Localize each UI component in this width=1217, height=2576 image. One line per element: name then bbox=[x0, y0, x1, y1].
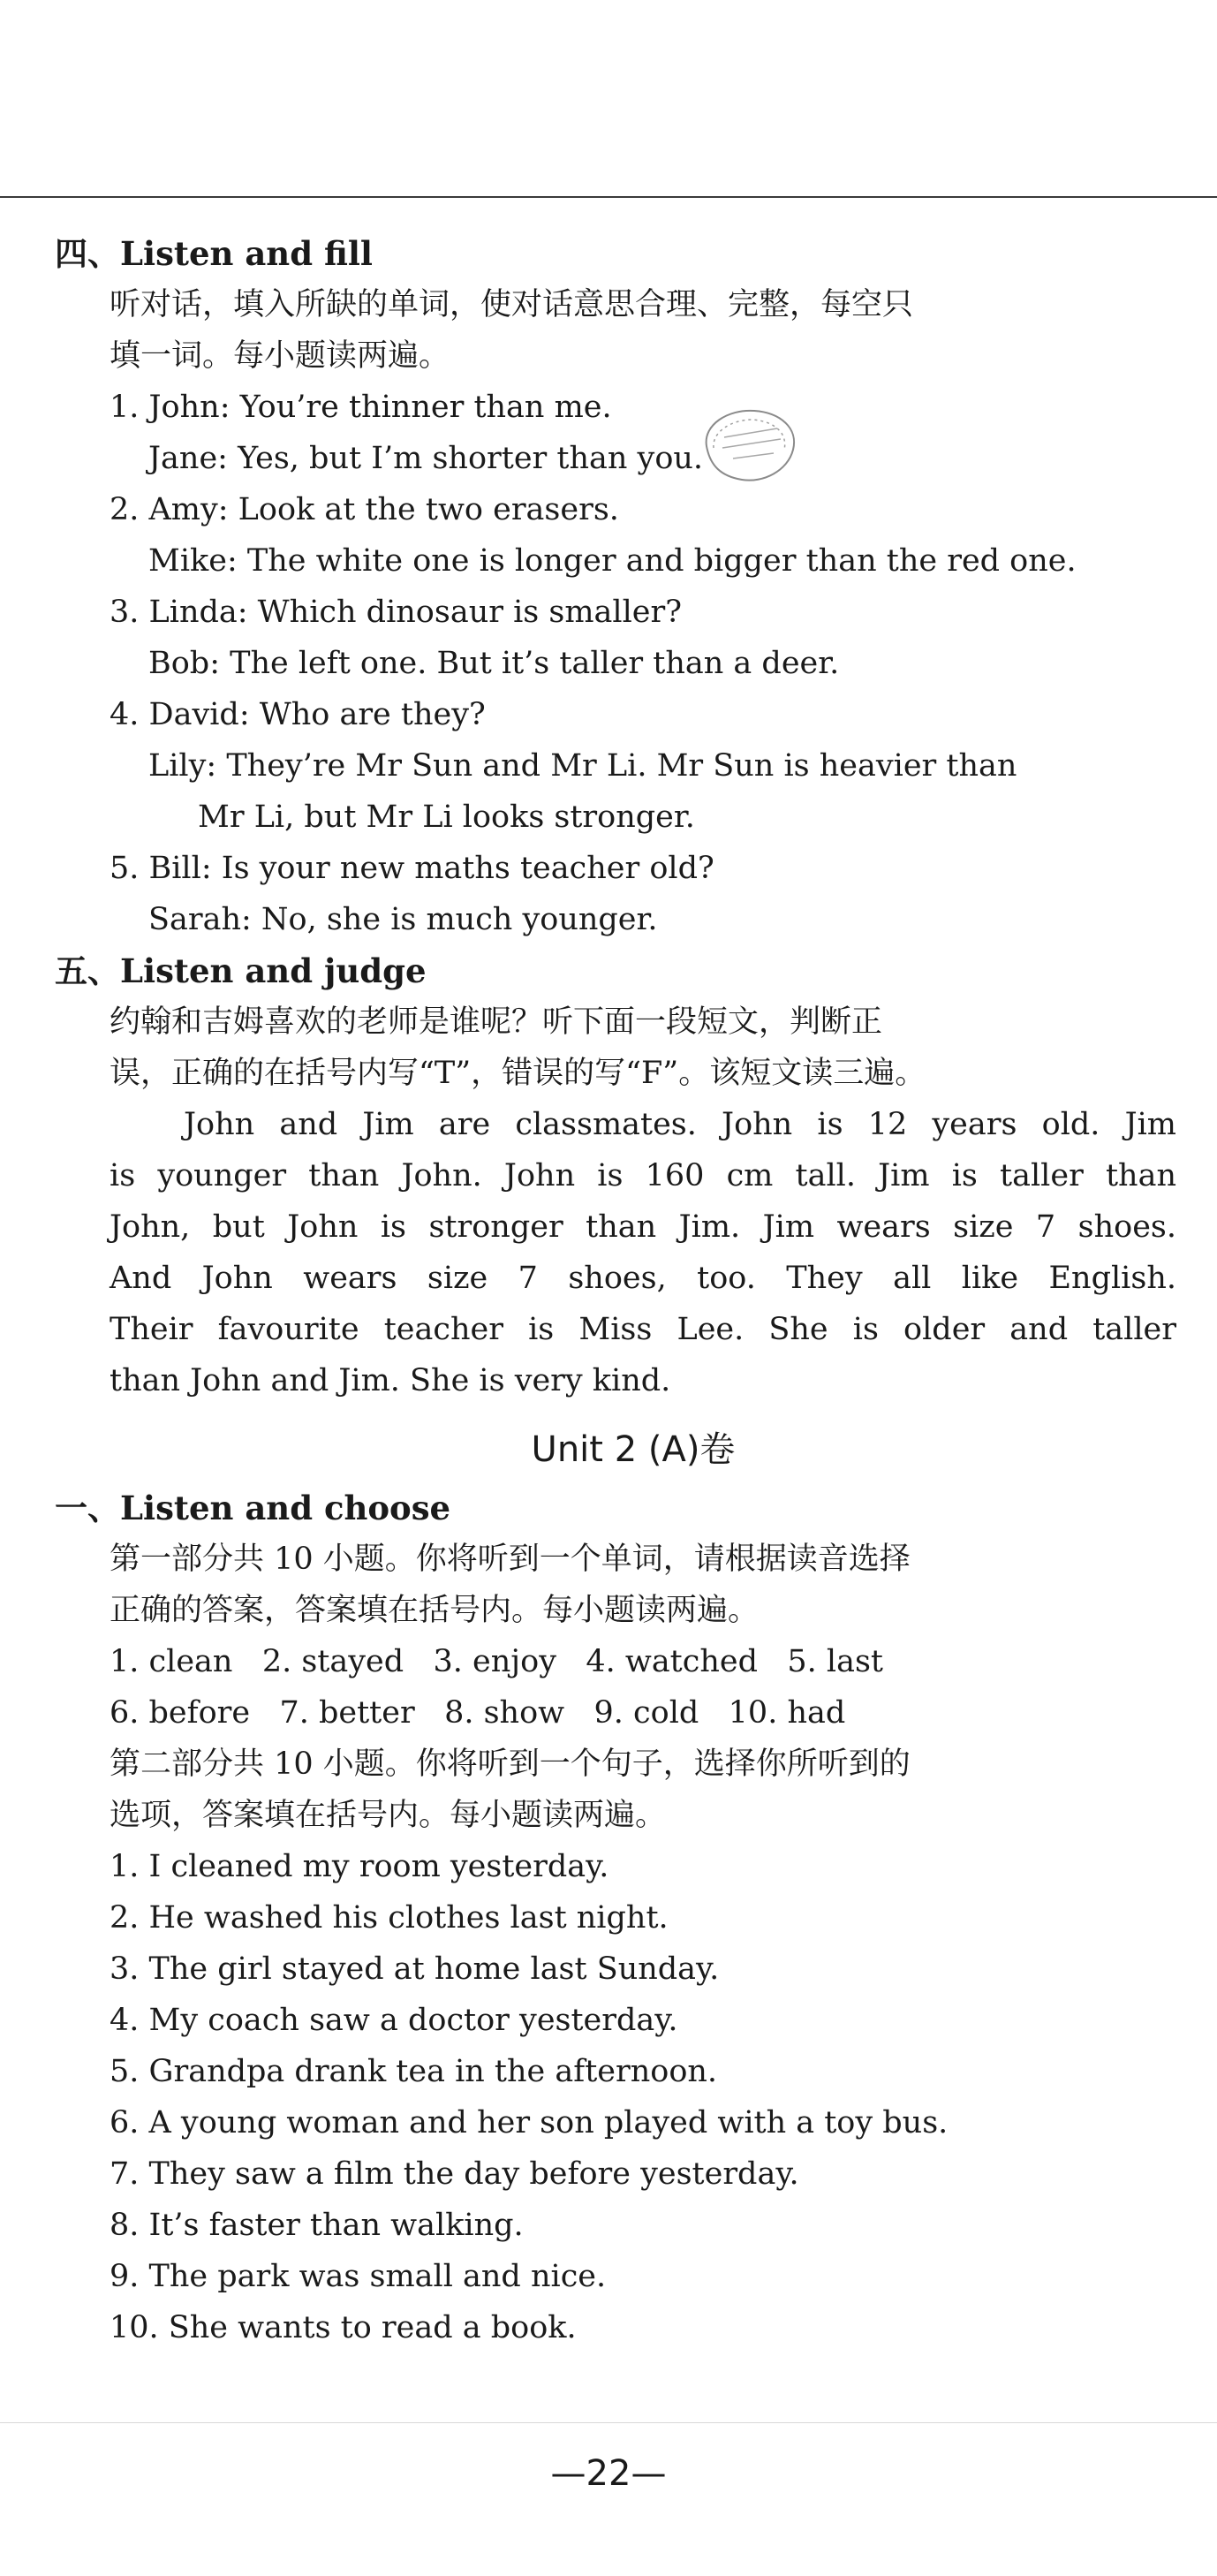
page-number: —22— bbox=[550, 2453, 667, 2494]
sentence-item: 1. I cleaned my room yesterday. bbox=[110, 1849, 609, 1884]
dialogue-2-line-1: 2. Amy: Look at the two erasers. bbox=[110, 492, 619, 527]
sentence-item: 9. The park was small and nice. bbox=[110, 2259, 607, 2294]
part-1-instruction-2: 正确的答案，答案填在括号内。每小题读两遍。 bbox=[110, 1593, 760, 1628]
sentence-item: 8. It’s faster than walking. bbox=[110, 2208, 524, 2243]
dialogue-1-line-1: 1. John: You’re thinner than me. bbox=[110, 390, 612, 425]
passage-line: Their favourite teacher is Miss Lee. She is older and taller bbox=[110, 1312, 1176, 1347]
unit-title: Unit 2 (A)卷 bbox=[531, 1429, 736, 1470]
sentence-item: 5. Grandpa drank tea in the afternoon. bbox=[110, 2054, 718, 2089]
section-5-instruction-1: 约翰和吉姆喜欢的老师是谁呢？听下面一段短文，判断正 bbox=[110, 1004, 883, 1040]
section-5-heading: 五、Listen and judge bbox=[55, 951, 427, 990]
passage-line: than John and Jim. She is very kind. bbox=[110, 1363, 671, 1398]
dialogue-4-line-3: Mr Li, but Mr Li looks stronger. bbox=[198, 799, 695, 835]
sentence-item: 4. My coach saw a doctor yesterday. bbox=[110, 2003, 678, 2038]
sentence-item: 2. He washed his clothes last night. bbox=[110, 1900, 669, 1936]
stamp-watermark-icon bbox=[698, 402, 804, 487]
sentence-item: 7. They saw a film the day before yesterday. bbox=[110, 2156, 799, 2192]
answer-key-page bbox=[55, 228, 1176, 2353]
dialogue-2-line-2: Mike: The white one is longer and bigger than the red one. bbox=[148, 543, 1077, 579]
dialogue-5-line-2: Sarah: No, she is much younger. bbox=[148, 902, 658, 937]
word-list-row-2: 6. before 7. better 8. show 9. cold 10. had bbox=[110, 1695, 846, 1731]
passage-line: And John wears size 7 shoes, too. They all like English. bbox=[110, 1261, 1176, 1296]
part-2-instruction-2: 选项，答案填在括号内。每小题读两遍。 bbox=[110, 1798, 667, 1833]
word-list-row-1: 1. clean 2. stayed 3. enjoy 4. watched 5. last bbox=[110, 1644, 883, 1679]
dialogue-5-line-1: 5. Bill: Is your new maths teacher old? bbox=[110, 851, 714, 886]
section-4-instruction-1: 听对话，填入所缺的单词，使对话意思合理、完整，每空只 bbox=[110, 287, 914, 322]
section-5-instruction-2: 误，正确的在括号内写“T”，错误的写“F”。该短文读三遍。 bbox=[110, 1056, 926, 1091]
footer-rule bbox=[0, 2422, 1217, 2423]
passage-line: John and Jim are classmates. John is 12 years old. Jim bbox=[184, 1107, 1176, 1142]
part-1-instruction-1: 第一部分共 10 小题。你将听到一个单词，请根据读音选择 bbox=[110, 1542, 911, 1577]
sentence-item: 6. A young woman and her son played with a toy bus. bbox=[110, 2105, 949, 2140]
passage-line: John, but John is stronger than Jim. Jim wears size 7 shoes. bbox=[110, 1209, 1176, 1245]
dialogue-4-line-2: Lily: They’re Mr Sun and Mr Li. Mr Sun is heavier than bbox=[148, 748, 1017, 784]
part-2-instruction-1: 第二部分共 10 小题。你将听到一个句子，选择你所听到的 bbox=[110, 1746, 911, 1782]
section-4-instruction-2: 填一词。每小题读两遍。 bbox=[110, 338, 450, 374]
section-1-heading: 一、Listen and choose bbox=[55, 1489, 451, 1527]
dialogue-3-line-2: Bob: The left one. But it’s taller than a deer. bbox=[148, 646, 840, 681]
header-rule bbox=[0, 196, 1217, 198]
dialogue-1-line-2: Jane: Yes, but I’m shorter than you. bbox=[148, 441, 704, 476]
sentence-item: 10. She wants to read a book. bbox=[110, 2310, 577, 2345]
section-4-heading: 四、Listen and fill bbox=[55, 234, 373, 273]
dialogue-3-line-1: 3. Linda: Which dinosaur is smaller? bbox=[110, 595, 682, 630]
sentence-item: 3. The girl stayed at home last Sunday. bbox=[110, 1951, 720, 1987]
passage-line: is younger than John. John is 160 cm tall. Jim is taller than bbox=[110, 1158, 1176, 1193]
dialogue-4-line-1: 4. David: Who are they? bbox=[110, 697, 486, 732]
passage bbox=[55, 1099, 1176, 1406]
